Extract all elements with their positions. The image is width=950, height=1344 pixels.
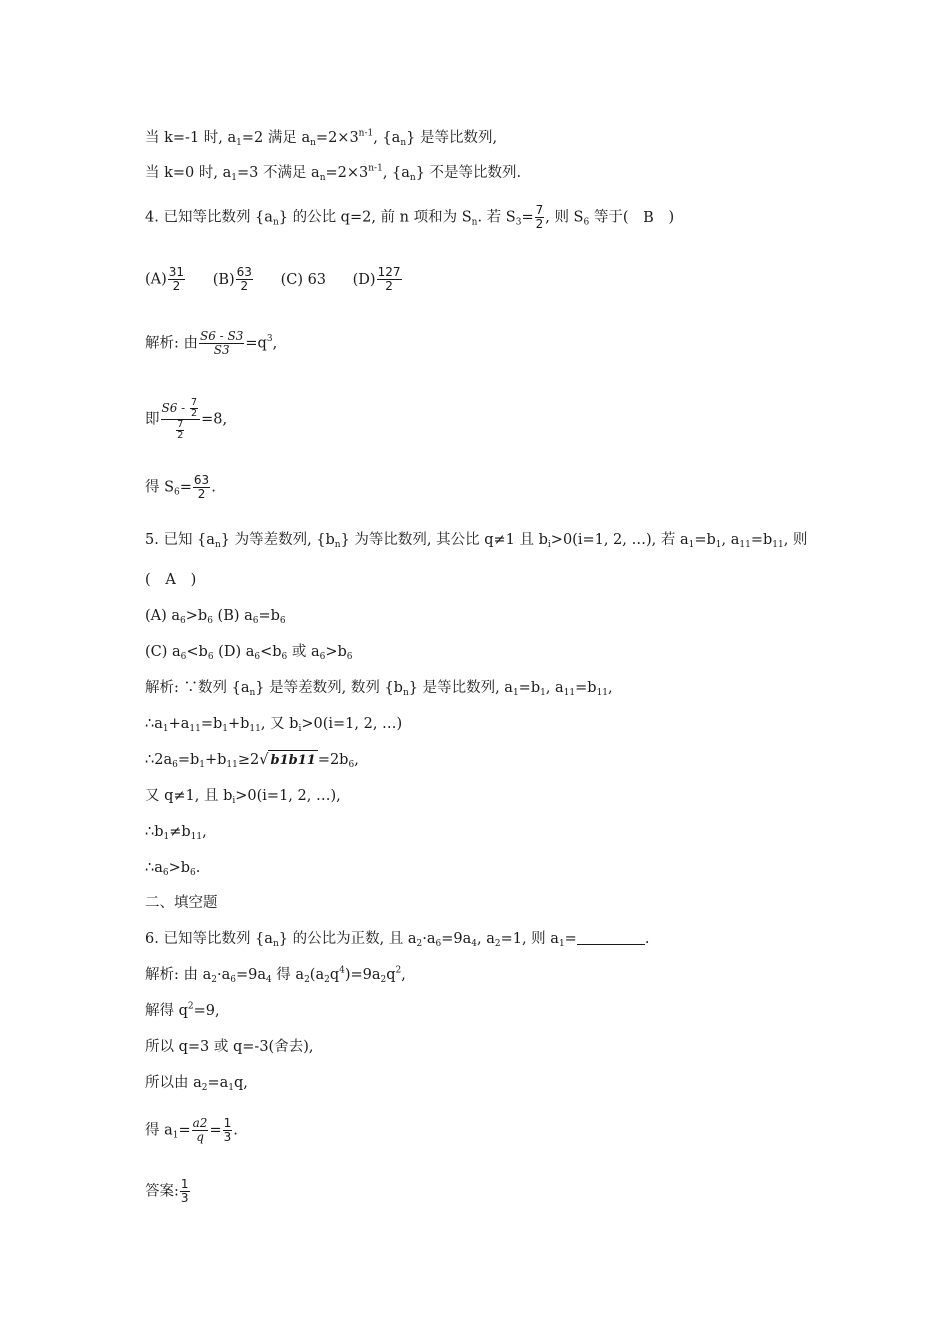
- solution-6-step-2: 解得 $q^2=9$,: [145, 1001, 220, 1019]
- sqrt-term: b1b11: [268, 750, 317, 771]
- answer-6: 答案: $\frac{1}{3}$: [145, 1177, 189, 1205]
- answer-letter: B: [643, 209, 654, 226]
- fraction: $\frac{1}{3}$: [180, 1177, 189, 1205]
- fraction: $\frac{S6 - S3}{S3}$: [200, 329, 244, 357]
- question-5-answer: ( A ): [145, 572, 197, 588]
- answer-blank: [577, 930, 645, 945]
- solution-5-step-1: 解析: ∵数列 $\{a_n\}$ 是等差数列, 数列 $\{b_n\}$ 是等比数列, $a_1=b_1$, $a_{11}=b_{11}$,: [145, 680, 613, 699]
- solution-5-step-5: $\therefore b_1\ne b_{11}$,: [145, 824, 207, 843]
- solution-5-step-3: $\therefore 2a_6=b_1+b_{11}\ge 2√$ $b1b11 =2b_6$,: [145, 752, 359, 771]
- fraction: $\frac{1}{3}$: [223, 1116, 232, 1144]
- solution-5-step-4: 又 q≠1, 且 $b_i>0(i=1$, 2, …),: [145, 788, 341, 807]
- fraction: $\frac{a2}{q}$: [192, 1116, 208, 1144]
- question-4-options: (A) $\frac{31}{2}$ (B) $\frac{63}{2}$ (C) 63 (D) $\frac{127}{2}$: [145, 265, 401, 293]
- question-5-options-ab: (A) $a_6>b_6$ (B) $a_6=b_6$: [145, 608, 286, 627]
- text-line-k-0: 当 k=0 时, $a_1=3$ 不满足 $a_n=2\times 3^{n-1}$, $\{a_n\}$ 不是等比数列.: [145, 163, 522, 184]
- question-5-options-cd: (C) $a_6<b_6$ (D) $a_6<b_6$ 或 $a_6>b_6$: [145, 644, 353, 663]
- solution-6-step-4: 所以由 $a_2=a_1q$,: [145, 1075, 248, 1094]
- fraction: $\frac{63}{2}$: [193, 473, 210, 501]
- solution-6-step-1: 解析: 由 $a_2\cdot a_6=9a_4$ 得 $a_2(a_2q^4)=9a_2q^2$,: [145, 965, 406, 986]
- solution-4-step-2: 即 S6 - $\frac{7}{2}$ $\frac{7}{2}$ =8,: [145, 397, 228, 441]
- question-5: 5. 已知 $\{a_n\}$ 为等差数列, $\{b_n\}$ 为等比数列, 其公比 q≠1 且 $b_i>0(i=1$, 2, …), 若 $a_1=b_1$, $a_{11}=b_{11}$, 则: [145, 532, 808, 551]
- answer-letter: A: [165, 572, 176, 588]
- fraction: $\frac{63}{2}$: [236, 265, 252, 293]
- fraction: $\frac{7}{2}$: [177, 419, 184, 441]
- question-4: 4. 已知等比数列 $\{a_n\}$ 的公比 q=2, 前 n 项和为 $S_n$. 若 $S_3=$ $\frac{7}{2}$ , 则 $S_6$ 等于( B ): [145, 203, 675, 231]
- section-heading: 二、填空题: [145, 895, 218, 911]
- fraction: $\frac{7}{2}$: [191, 397, 198, 419]
- fraction: $\frac{127}{2}$: [377, 265, 401, 293]
- fraction: $\frac{31}{2}$: [168, 265, 185, 293]
- solution-4-step-3: 得 $S_6=$ $\frac{63}{2}$ .: [145, 473, 216, 501]
- solution-5-step-6: $\therefore a_6>b_6$.: [145, 860, 201, 879]
- solution-5-step-2: $\therefore a_1+a_{11}=b_1+b_{11}$, 又 $b_i>0(i=1$, 2, …): [145, 716, 403, 735]
- solution-4-step-1: 解析: 由 $\frac{S6 - S3}{S3}$ $=q^3$,: [145, 329, 278, 357]
- fraction: $\frac{7}{2}$: [535, 203, 544, 231]
- fraction: S6 - $\frac{7}{2}$ $\frac{7}{2}$: [161, 398, 201, 441]
- solution-6-step-5: 得 $a_1=$ $\frac{a2}{q}$ = $\frac{1}{3}$ .: [145, 1116, 238, 1144]
- solution-6-step-3: 所以 q=3 或 q=-3(舍去),: [145, 1039, 314, 1055]
- text-line-k-neg1: 当 k=-1 时, $a_1=2$ 满足 $a_n=2\times 3^{n-1}$, $\{a_n\}$ 是等比数列,: [145, 128, 498, 149]
- question-6: 6. 已知等比数列 $\{a_n\}$ 的公比为正数, 且 $a_2\cdot a_6=9a_4$, $a_2=1$, 则 $a_1=$ .: [145, 931, 650, 950]
